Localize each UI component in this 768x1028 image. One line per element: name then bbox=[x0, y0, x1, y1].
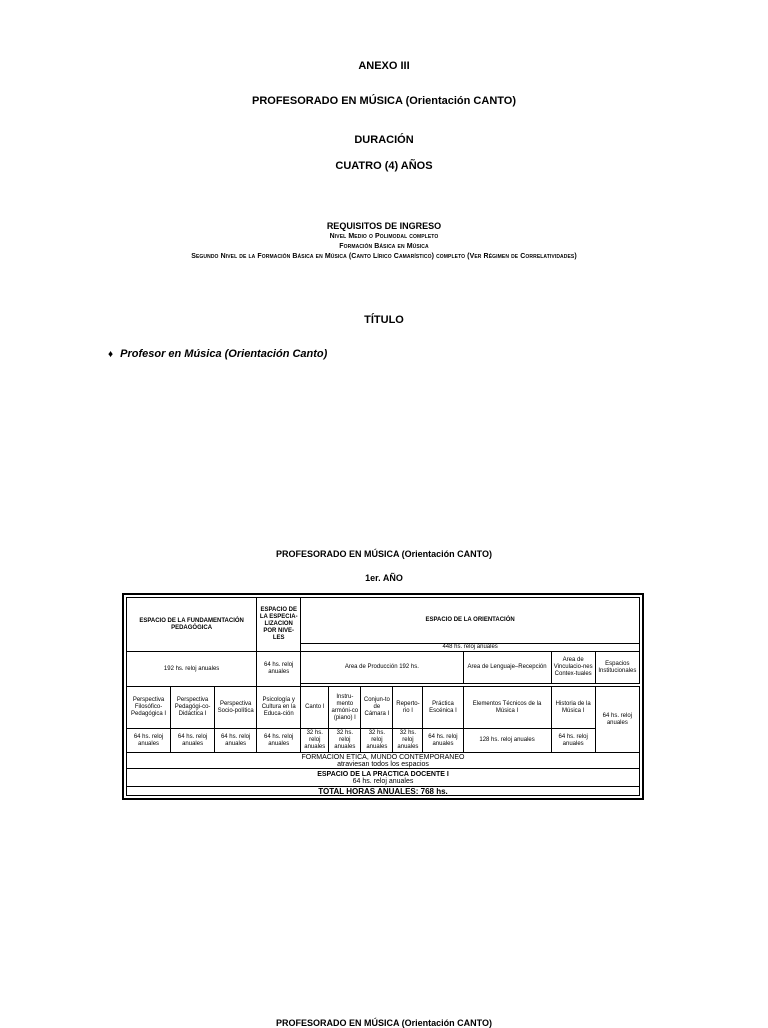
subject-cell: Canto I bbox=[301, 687, 329, 729]
transversal-row bbox=[127, 753, 640, 769]
requirement-line: Nivel Medio o Polimodal completo bbox=[329, 233, 439, 240]
ethics-training: FORMACION ETICA, MUNDO CONTEMPORANEO bbox=[301, 753, 465, 761]
hours-cell: 32 hs. reloj anuales bbox=[329, 729, 361, 753]
duration-label: DURACIÓN bbox=[354, 134, 414, 146]
total-hours: TOTAL HORAS ANUALES: 768 hs. bbox=[127, 787, 640, 796]
orientation-space-header: ESPACIO DE LA ORIENTACIÓN bbox=[301, 598, 640, 644]
hours-cell: 64 hs. reloj anuales bbox=[423, 729, 463, 753]
degree-heading: TÍTULO bbox=[364, 314, 404, 326]
requirement-line: Segundo Nivel de la Formación Básica en Música (Canto Lírico Camarístico) completo (Ver Régimen de Correlatividades) bbox=[191, 253, 577, 260]
document-title: PROFESORADO EN MÚSICA (Orientación CANTO) bbox=[251, 95, 517, 107]
subject-cell: Perspectiva Pedagógi-co-Didáctica I bbox=[171, 687, 215, 729]
hours-cell: 32 hs. reloj anuales bbox=[361, 729, 393, 753]
hours-cell: 128 hs. reloj anuales bbox=[463, 729, 551, 753]
foundation-hours: 192 hs. reloj anuales bbox=[127, 652, 257, 687]
annex-label: ANEXO III bbox=[358, 60, 410, 72]
hours-cell: 64 hs. reloj anuales bbox=[551, 729, 595, 753]
teaching-practice-space: ESPACIO DE LA PRACTICA DOCENTE I bbox=[317, 770, 449, 778]
institutional-hours: 64 hs. reloj anuales bbox=[595, 687, 639, 753]
specialization-space-header: ESPACIO DE LA ESPECIA-LIZACION POR NIVE-LES bbox=[257, 598, 301, 652]
degree-item bbox=[108, 348, 327, 360]
hours-cell: 64 hs. reloj anuales bbox=[215, 729, 257, 753]
teaching-practice-hours: 64 hs. reloj anuales bbox=[352, 777, 414, 785]
language-area: Area de Lenguaje–Recepción bbox=[463, 652, 551, 684]
next-page-title-cut: PROFESORADO EN MÚSICA (Orientación CANTO) bbox=[275, 1018, 492, 1028]
plan-title: PROFESORADO EN MÚSICA (Orientación CANTO) bbox=[275, 549, 492, 559]
hours-cell: 64 hs. reloj anuales bbox=[257, 729, 301, 753]
teaching-practice-row bbox=[127, 769, 640, 787]
orientation-hours: 448 hs. reloj anuales bbox=[301, 644, 640, 652]
hours-cell: 32 hs. reloj anuales bbox=[301, 729, 329, 753]
contextual-area: Area de Vinculacio-nes Contex-tuales bbox=[551, 652, 595, 684]
subject-cell: Práctica Escénica I bbox=[423, 687, 463, 729]
ethics-training-note: atraviesan todos los espacios bbox=[337, 760, 429, 768]
subject-cell: Perspectiva Socio-política bbox=[215, 687, 257, 729]
foundation-space-header: ESPACIO DE LA FUNDAMENTACIÓN PEDAGÓGICA bbox=[127, 598, 257, 652]
production-area: Area de Producción 192 hs. bbox=[301, 652, 463, 684]
hours-cell: 64 hs. reloj anuales bbox=[171, 729, 215, 753]
requirements-heading: REQUISITOS DE INGRESO bbox=[326, 221, 442, 231]
subject-cell: Conjun-to de Cámara I bbox=[361, 687, 393, 729]
duration-value: CUATRO (4) AÑOS bbox=[335, 160, 433, 172]
subject-cell: Reperto-rio I bbox=[393, 687, 423, 729]
subject-cell: Historia de la Música I bbox=[551, 687, 595, 729]
institutional-spaces: Espacios Institucionales bbox=[595, 652, 639, 684]
specialization-hours: 64 hs. reloj anuales bbox=[257, 652, 301, 687]
diamond-bullet-icon: ♦ bbox=[108, 349, 114, 360]
hours-cell: 32 hs. reloj anuales bbox=[393, 729, 423, 753]
subject-cell: Perspectiva Filosófico-Pedagógica I bbox=[127, 687, 171, 729]
requirement-line: Formación Básica en Música bbox=[339, 243, 429, 250]
degree-name: Profesor en Música (Orientación Canto) bbox=[120, 348, 328, 360]
subject-cell: Elementos Técnicos de la Música I bbox=[463, 687, 551, 729]
plan-year: 1er. AÑO bbox=[365, 573, 403, 583]
curriculum-table bbox=[122, 593, 644, 800]
subject-cell: Psicología y Cultura en la Educa-ción bbox=[257, 687, 301, 729]
hours-cell: 64 hs. reloj anuales bbox=[127, 729, 171, 753]
subject-cell: Instru-mento armóni-co (piano) I bbox=[329, 687, 361, 729]
